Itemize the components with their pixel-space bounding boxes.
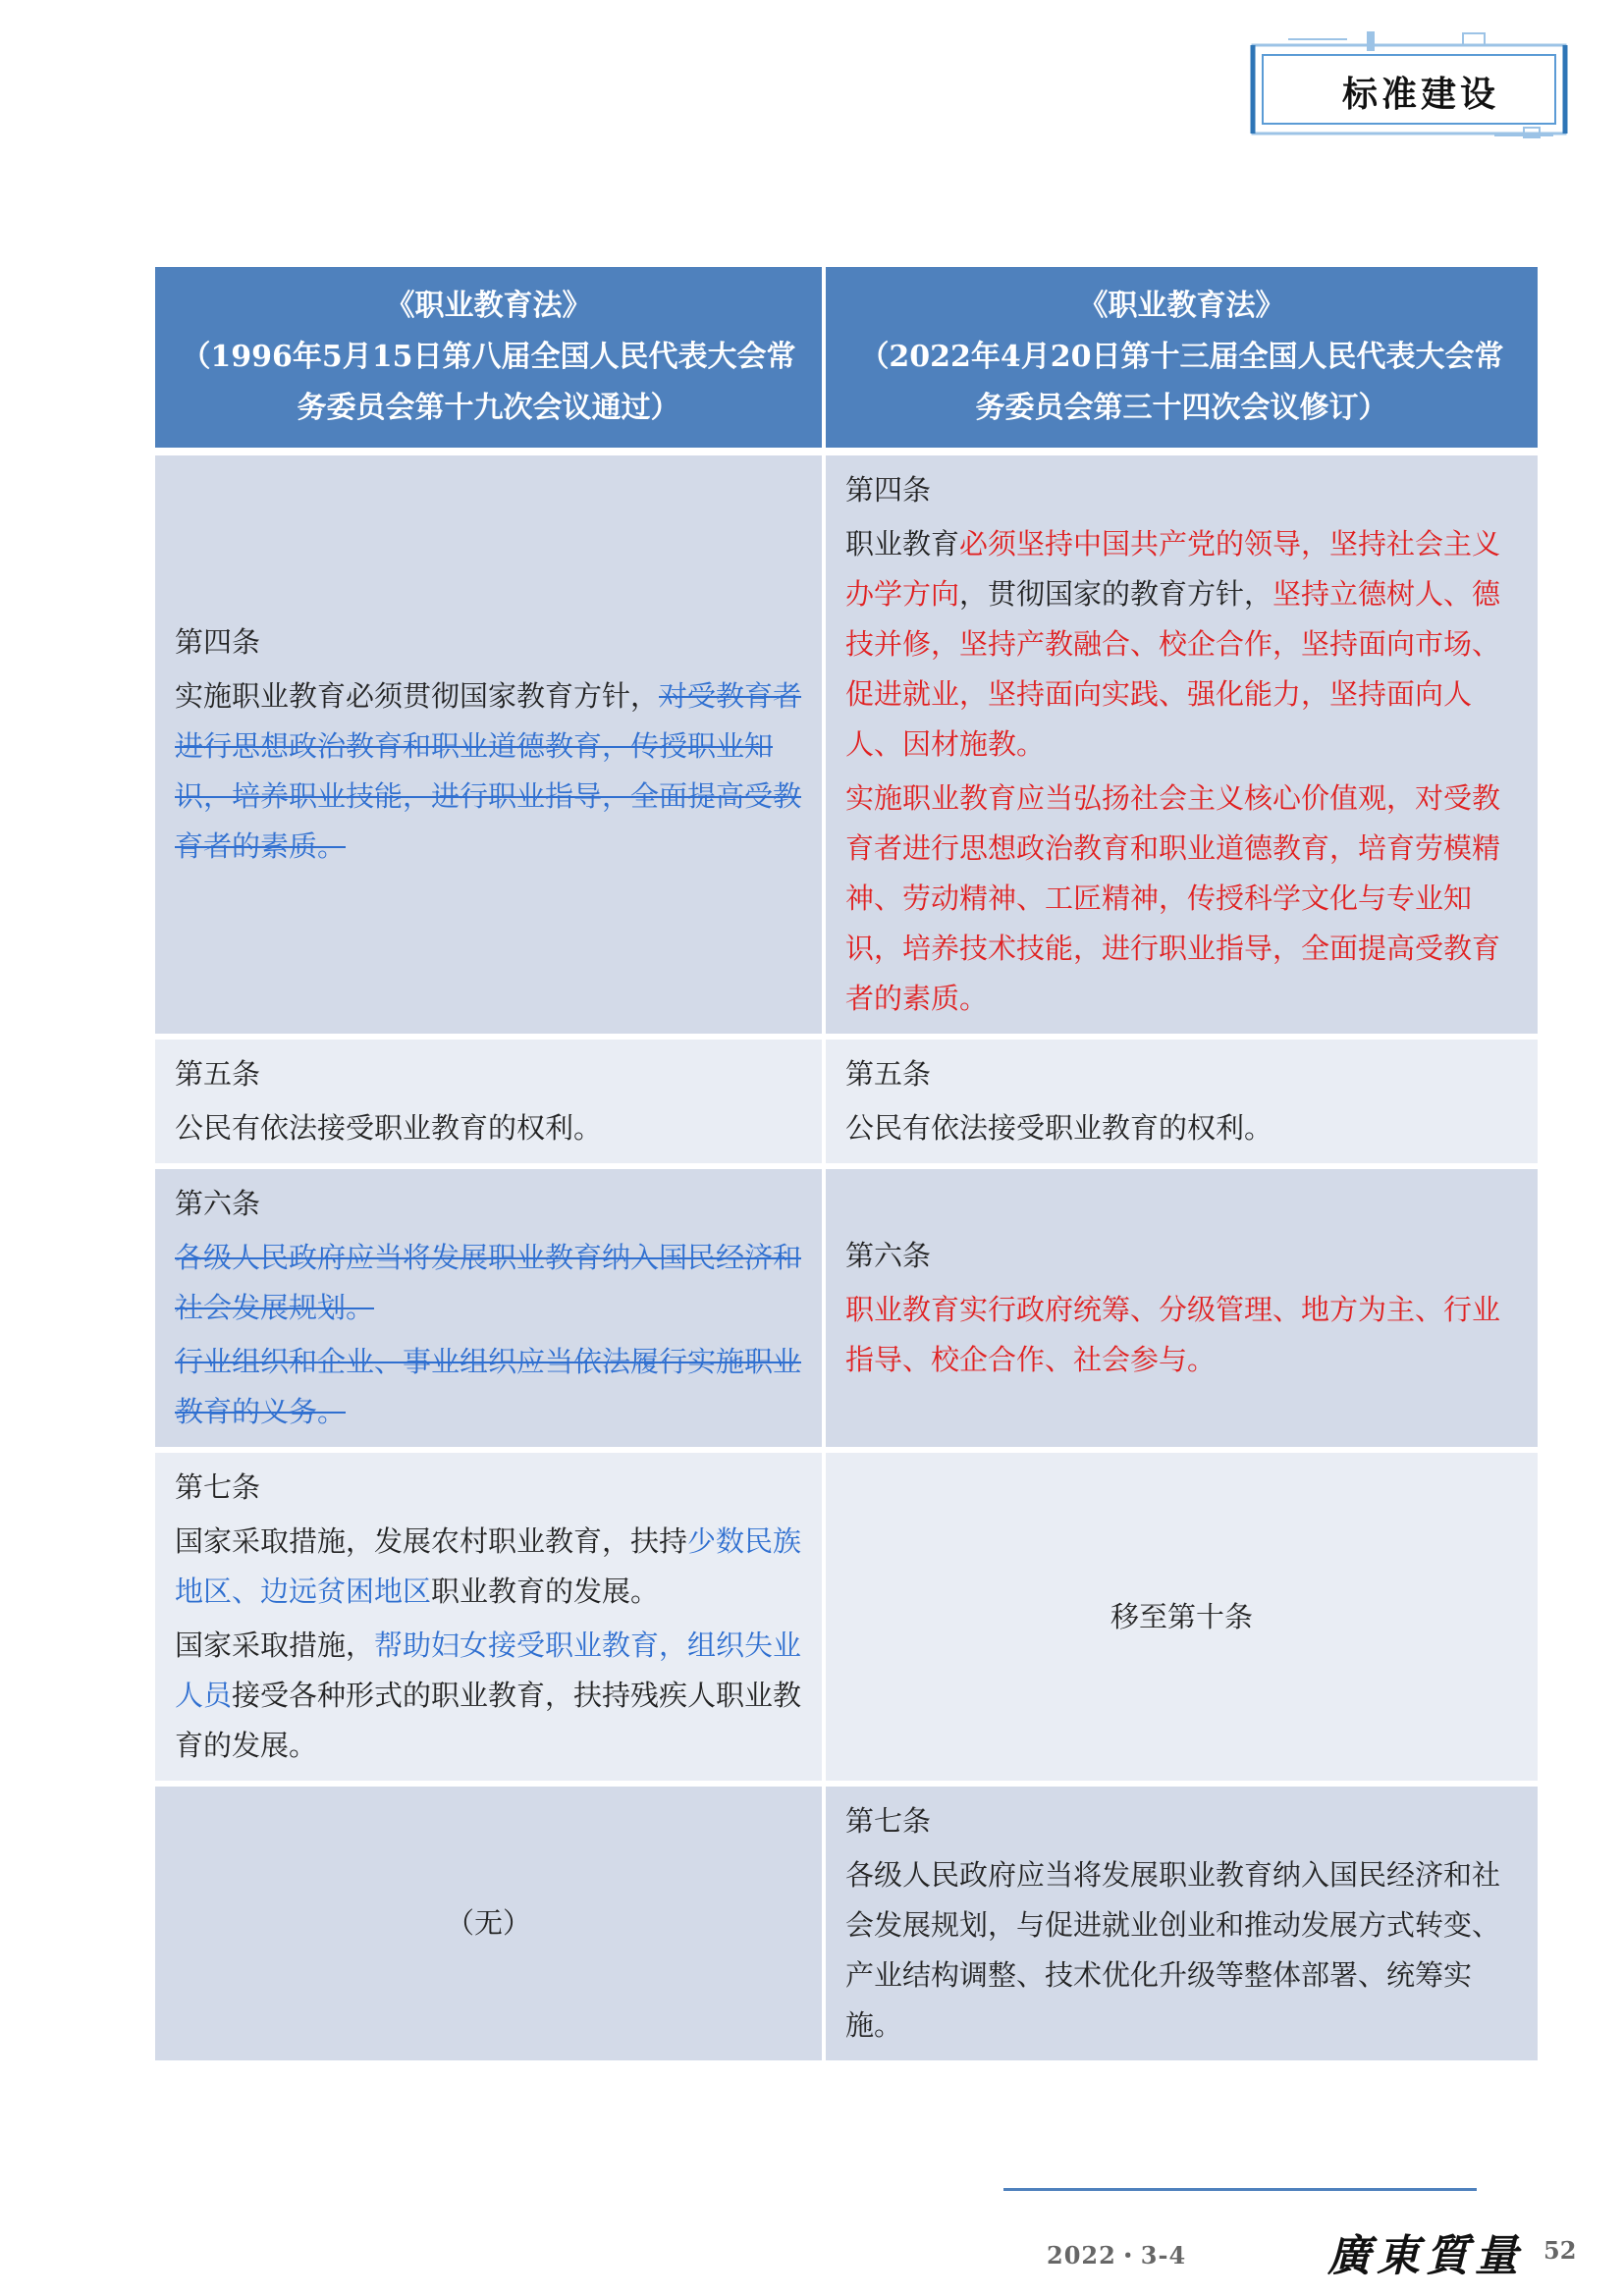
page-number: 52 (1543, 2236, 1577, 2265)
magazine-logo: 廣東質量 (1327, 2231, 1524, 2281)
new-article-6 (826, 1169, 1538, 1447)
article-title: 第七条 (175, 1470, 261, 1504)
modified-text: 帮助妇女接受职业教育，组织失业人员 (175, 1629, 802, 1712)
deleted-text: 行业组织和企业、事业组织应当依法履行实施职业教育的义务。 (175, 1345, 802, 1428)
law-comparison-table (155, 267, 1538, 2060)
header-new-subtitle: （2022年4月20日第十三届全国人民代表大会常务委员会第三十四次会议修订） (859, 340, 1504, 425)
table-header (155, 267, 1538, 455)
article-title: 第四条 (175, 625, 261, 659)
article-title: 第六条 (845, 1239, 932, 1272)
article-text: 职业教育必须坚持中国共产党的领导，坚持社会主义办学方向，贯彻国家的教育方针，坚持立德树人、德技并修，坚持产教融合、校企合作，坚持面向市场、促进就业，坚持面向实践、强化能力，坚持面向人人、因材施教。 (845, 527, 1501, 761)
deleted-text: 对受教育者进行思想政治教育和职业道德教育，传授职业知识，培养职业技能，进行职业指导，全面提高受教育者的素质。 (175, 679, 802, 863)
modified-text: 少数民族地区、边远贫困地区 (175, 1524, 802, 1608)
added-text: 坚持立德树人、德技并修，坚持产教融合、校企合作，坚持面向市场、促进就业，坚持面向实践、强化能力，坚持面向人人、因材施教。 (845, 577, 1501, 761)
none-note: （无） (445, 1906, 531, 1940)
footer-divider (1003, 2188, 1477, 2191)
deleted-text: 各级人民政府应当将发展职业教育纳入国民经济和社会发展规划。 (175, 1241, 802, 1324)
old-article-none (155, 1787, 826, 2060)
article-title: 第五条 (175, 1057, 261, 1091)
article-title: 第四条 (845, 473, 932, 507)
old-article-5 (155, 1040, 826, 1163)
added-text: 实施职业教育应当弘扬社会主义核心价值观，对受教育者进行思想政治教育和职业道德教育，培育劳模精神、劳动精神、工匠精神，传授科学文化与专业知识，培养技术技能，进行职业指导，全面提高受教育者的素质。 (845, 781, 1501, 1015)
old-article-7 (155, 1453, 826, 1781)
issue-date: 2022・3-4 (1047, 2241, 1187, 2269)
added-text: 职业教育实行政府统筹、分级管理、地方为主、行业指导、校企合作、社会参与。 (845, 1293, 1501, 1376)
header-new-law (826, 267, 1538, 448)
table-row (155, 1453, 1538, 1787)
article-title: 第六条 (175, 1187, 261, 1220)
new-article-4 (826, 455, 1538, 1034)
moved-note: 移至第十条 (1110, 1599, 1253, 1633)
new-article-7 (826, 1787, 1538, 2060)
table-row (155, 1169, 1538, 1453)
article-text: 国家采取措施，发展农村职业教育，扶持少数民族地区、边远贫困地区职业教育的发展。 (175, 1524, 802, 1608)
article-text: 公民有依法接受职业教育的权利。 (175, 1111, 603, 1145)
new-article-7-moved (826, 1453, 1538, 1781)
article-title: 第五条 (845, 1057, 932, 1091)
header-old-title: 《职业教育法》 (385, 289, 592, 323)
old-article-4 (155, 455, 826, 1034)
section-title: 标准建设 (1341, 75, 1499, 115)
article-text: 国家采取措施，帮助妇女接受职业教育，组织失业人员接受各种形式的职业教育，扶持残疾人职业教育的发展。 (175, 1629, 802, 1762)
header-old-subtitle: （1996年5月15日第八届全国人民代表大会常务委员会第十九次会议通过） (181, 340, 796, 425)
section-badge (1239, 26, 1579, 143)
table-row (155, 1787, 1538, 2060)
article-text: 公民有依法接受职业教育的权利。 (845, 1111, 1273, 1145)
added-text: 必须坚持中国共产党的领导，坚持社会主义办学方向 (845, 527, 1501, 611)
table-row (155, 1040, 1538, 1169)
article-text: 实施职业教育必须贯彻国家教育方针，对受教育者进行思想政治教育和职业道德教育，传授职业知识，培养职业技能，进行职业指导，全面提高受教育者的素质。 (175, 679, 802, 863)
article-title: 第七条 (845, 1804, 932, 1838)
header-new-title: 《职业教育法》 (1078, 289, 1285, 323)
new-article-5 (826, 1040, 1538, 1163)
article-text: 各级人民政府应当将发展职业教育纳入国民经济和社会发展规划，与促进就业创业和推动发展方式转变、产业结构调整、技术优化升级等整体部署、统筹实施。 (845, 1858, 1501, 2042)
old-article-6 (155, 1169, 826, 1447)
table-row (155, 455, 1538, 1040)
header-old-law (155, 267, 826, 448)
